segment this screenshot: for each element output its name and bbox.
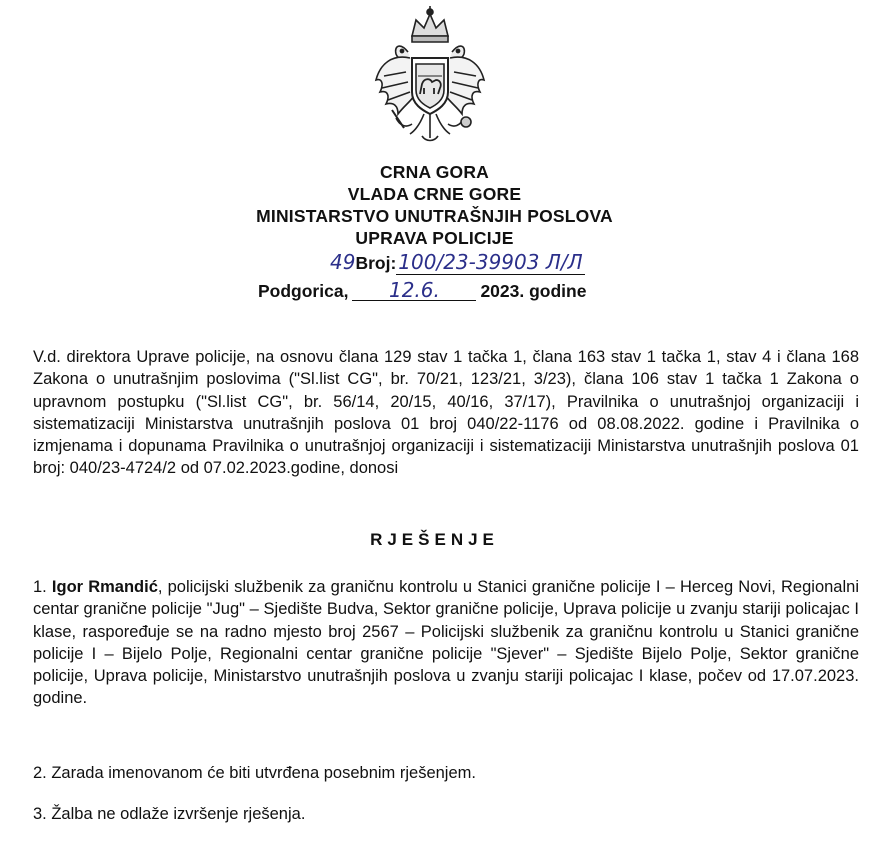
header-ministry: MINISTARSTVO UNUTRAŠNJIH POSLOVA — [256, 206, 613, 226]
year-label: 2023. godine — [480, 281, 587, 301]
decision-item-2: 2. Zarada imenovanom će biti utvrđena posebnim rješenjem. — [33, 764, 476, 782]
broj-label: Broj: — [355, 253, 397, 273]
handwritten-date: 12.6. — [352, 281, 476, 301]
employee-name: Igor Rmandić — [51, 578, 158, 596]
header-country: CRNA GORA — [379, 162, 490, 182]
handwritten-prefix: 49 — [330, 250, 356, 274]
item-1-number: 1. — [33, 578, 47, 596]
intro-paragraph: V.d. direktora Uprave policije, na osnovu člana 129 stav 1 tačka 1, člana 163 stav 1 tačka 1, stav 4 i člana 168 Zakona o unutrašnjim poslovima ("Sl.list CG", br. 70/21, 123/21, 3/23), člana 106 stav 1 tačka 1 Zakona o upravnom postupku ("Sl.list CG", br. 56/14, 20/15, 40/16, 37/17), Pravilnika o unutrašnjoj organizaciji i sistematizaciji Ministarstva unutrašnjih poslova 01 broj 040/22-1176 od 08.08.2022. godine i Pravilnika o izmjenama i dopunama Pravilnika o unutrašnjoj organizaciji i sistematizaciji Ministarstva unutrašnjih poslova 01 broj: 040/23-4724/2 od 07.02.2023.godine, donosi — [33, 348, 859, 478]
header-department: UPRAVA POLICIJE — [355, 228, 514, 248]
header-government: VLADA CRNE GORE — [347, 184, 522, 204]
item-1-text: , policijski službenik za graničnu kontrolu u Stanici granične policije I – Herceg Novi, Regionalni centar granične policije "Jug" – Sjedište Budva, Sektor granične policije, Uprava policije u zvanju stariji policajac I klase, raspoređuje se na radno mjesto broj 2567 – Policijski službenik za graničnu kontrolu u Stanici granične policije I – Bijelo Polje, Regionalni centar granične policije "Sjever" – Sjedište Bijelo Polje, Sektor granične policije, Uprava policije, Ministarstvo unutrašnjih poslova u zvanju stariji policajac I klase, počev od 17.07.2023. godine. — [33, 578, 859, 708]
place-date-line — [258, 278, 586, 304]
decision-item-1 — [33, 576, 859, 710]
handwritten-reference-number: 100/23-39903 Л/Л — [398, 250, 583, 274]
place-label: Podgorica, — [258, 281, 349, 301]
reference-number-line — [330, 249, 585, 275]
montenegro-coat-of-arms-icon — [372, 6, 488, 146]
decision-item-3: 3. Žalba ne odlaže izvršenje rješenja. — [33, 805, 306, 823]
decision-title: RJEŠENJE — [370, 530, 499, 549]
